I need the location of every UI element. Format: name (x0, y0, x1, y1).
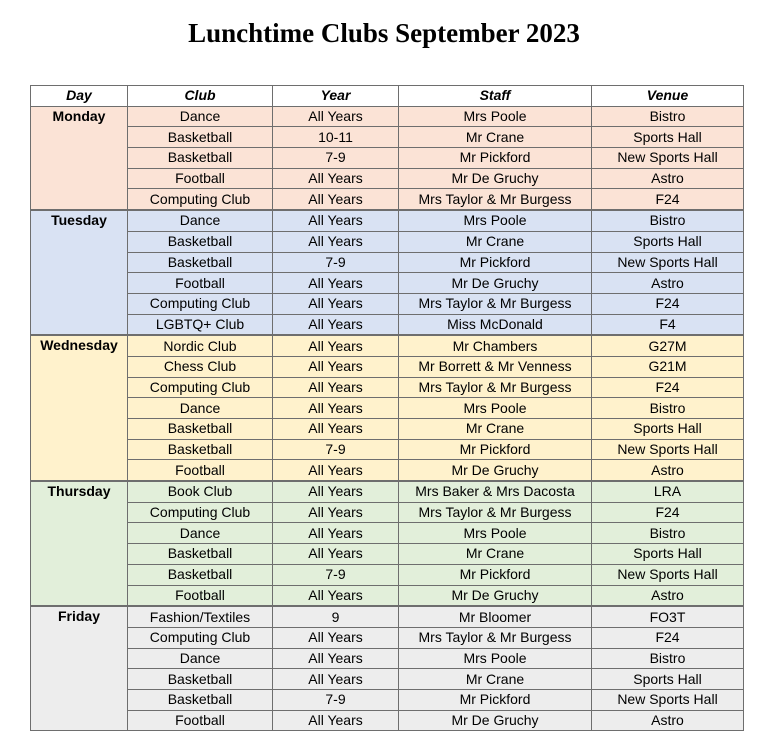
year-cell: All Years (273, 627, 399, 648)
venue-cell: New Sports Hall (592, 689, 744, 710)
club-cell: Chess Club (128, 356, 273, 377)
year-cell: 10-11 (273, 127, 399, 148)
club-cell: Dance (128, 523, 273, 544)
year-cell: All Years (273, 523, 399, 544)
year-cell: All Years (273, 210, 399, 231)
year-cell: All Years (273, 189, 399, 210)
club-cell: Dance (128, 648, 273, 669)
staff-cell: Mrs Poole (399, 648, 592, 669)
staff-cell: Mr Bloomer (399, 606, 592, 627)
table-row (31, 210, 744, 231)
day-cell: Tuesday (31, 210, 128, 335)
table-row (31, 689, 744, 710)
staff-cell: Mr De Gruchy (399, 168, 592, 189)
club-cell: Dance (128, 210, 273, 231)
venue-cell: FO3T (592, 606, 744, 627)
staff-cell: Mr Crane (399, 231, 592, 252)
table-row (31, 564, 744, 585)
venue-cell: F24 (592, 189, 744, 210)
club-cell: Basketball (128, 419, 273, 440)
day-cell: Friday (31, 606, 128, 731)
staff-cell: Mrs Poole (399, 210, 592, 231)
club-cell: Football (128, 710, 273, 731)
year-cell: All Years (273, 481, 399, 502)
staff-cell: Mrs Taylor & Mr Burgess (399, 502, 592, 523)
venue-cell: Sports Hall (592, 231, 744, 252)
venue-cell: New Sports Hall (592, 564, 744, 585)
venue-cell: F24 (592, 293, 744, 314)
club-cell: Computing Club (128, 502, 273, 523)
club-cell: Book Club (128, 481, 273, 502)
club-cell: Fashion/Textiles (128, 606, 273, 627)
year-cell: All Years (273, 585, 399, 606)
staff-cell: Mrs Baker & Mrs Dacosta (399, 481, 592, 502)
club-cell: Computing Club (128, 377, 273, 398)
venue-cell: F24 (592, 502, 744, 523)
table-row (31, 106, 744, 127)
staff-cell: Mr Crane (399, 127, 592, 148)
club-cell: Dance (128, 106, 273, 127)
staff-cell: Mr Chambers (399, 335, 592, 356)
year-cell: All Years (273, 669, 399, 690)
staff-cell: Mrs Poole (399, 398, 592, 419)
club-cell: Basketball (128, 231, 273, 252)
year-cell: All Years (273, 335, 399, 356)
staff-cell: Mrs Poole (399, 523, 592, 544)
club-cell: Computing Club (128, 627, 273, 648)
table-row (31, 252, 744, 273)
page-title: Lunchtime Clubs September 2023 (188, 18, 580, 48)
venue-cell: Bistro (592, 210, 744, 231)
club-cell: Computing Club (128, 189, 273, 210)
venue-cell: LRA (592, 481, 744, 502)
venue-cell: Bistro (592, 398, 744, 419)
venue-cell: Sports Hall (592, 544, 744, 565)
staff-cell: Mr Pickford (399, 439, 592, 460)
table-row (31, 419, 744, 440)
club-cell: Basketball (128, 669, 273, 690)
table-row (31, 523, 744, 544)
venue-cell: F4 (592, 314, 744, 335)
club-cell: Basketball (128, 564, 273, 585)
staff-cell: Mr Crane (399, 669, 592, 690)
table-row (31, 585, 744, 606)
table-row (31, 627, 744, 648)
table-row (31, 460, 744, 481)
table-row (31, 189, 744, 210)
venue-cell: Bistro (592, 106, 744, 127)
table-row (31, 439, 744, 460)
staff-cell: Mr Crane (399, 544, 592, 565)
table-row (31, 502, 744, 523)
year-cell: All Years (273, 273, 399, 294)
table-row (31, 293, 744, 314)
header-staff: Staff (399, 86, 592, 107)
staff-cell: Mr De Gruchy (399, 585, 592, 606)
venue-cell: Sports Hall (592, 669, 744, 690)
table-row (31, 168, 744, 189)
club-cell: Basketball (128, 252, 273, 273)
header-venue: Venue (592, 86, 744, 107)
venue-cell: Astro (592, 273, 744, 294)
staff-cell: Miss McDonald (399, 314, 592, 335)
day-cell: Wednesday (31, 335, 128, 481)
table-row (31, 356, 744, 377)
table-row (31, 544, 744, 565)
table-row (31, 148, 744, 169)
club-cell: Basketball (128, 148, 273, 169)
club-cell: Dance (128, 398, 273, 419)
year-cell: All Years (273, 106, 399, 127)
club-cell: Basketball (128, 689, 273, 710)
header-day: Day (31, 86, 128, 107)
year-cell: All Years (273, 544, 399, 565)
year-cell: 7-9 (273, 564, 399, 585)
table-row (31, 335, 744, 356)
staff-cell: Mrs Taylor & Mr Burgess (399, 377, 592, 398)
venue-cell: Bistro (592, 523, 744, 544)
year-cell: All Years (273, 231, 399, 252)
table-row (31, 648, 744, 669)
table-row (31, 127, 744, 148)
venue-cell: Sports Hall (592, 419, 744, 440)
club-cell: Football (128, 585, 273, 606)
year-cell: 9 (273, 606, 399, 627)
year-cell: 7-9 (273, 689, 399, 710)
table-row (31, 398, 744, 419)
venue-cell: Astro (592, 585, 744, 606)
year-cell: 7-9 (273, 148, 399, 169)
table-body (31, 106, 744, 731)
staff-cell: Mr Crane (399, 419, 592, 440)
year-cell: All Years (273, 377, 399, 398)
venue-cell: F24 (592, 627, 744, 648)
staff-cell: Mrs Taylor & Mr Burgess (399, 293, 592, 314)
venue-cell: F24 (592, 377, 744, 398)
staff-cell: Mr Borrett & Mr Venness (399, 356, 592, 377)
year-cell: All Years (273, 502, 399, 523)
staff-cell: Mr Pickford (399, 564, 592, 585)
staff-cell: Mrs Taylor & Mr Burgess (399, 189, 592, 210)
clubs-table (30, 85, 744, 731)
header-year: Year (273, 86, 399, 107)
table-row (31, 710, 744, 731)
staff-cell: Mr Pickford (399, 689, 592, 710)
year-cell: All Years (273, 460, 399, 481)
table-row (31, 481, 744, 502)
staff-cell: Mr Pickford (399, 148, 592, 169)
venue-cell: G21M (592, 356, 744, 377)
club-cell: Football (128, 168, 273, 189)
staff-cell: Mrs Poole (399, 106, 592, 127)
venue-cell: Sports Hall (592, 127, 744, 148)
table-row (31, 231, 744, 252)
year-cell: All Years (273, 314, 399, 335)
table-row (31, 669, 744, 690)
year-cell: All Years (273, 419, 399, 440)
table-row (31, 606, 744, 627)
venue-cell: New Sports Hall (592, 252, 744, 273)
staff-cell: Mr De Gruchy (399, 460, 592, 481)
staff-cell: Mr De Gruchy (399, 273, 592, 294)
table-header-row (31, 86, 744, 107)
venue-cell: Astro (592, 168, 744, 189)
staff-cell: Mr De Gruchy (399, 710, 592, 731)
table-row (31, 314, 744, 335)
year-cell: All Years (273, 398, 399, 419)
venue-cell: Astro (592, 460, 744, 481)
staff-cell: Mr Pickford (399, 252, 592, 273)
year-cell: All Years (273, 356, 399, 377)
club-cell: Basketball (128, 127, 273, 148)
venue-cell: Bistro (592, 648, 744, 669)
venue-cell: G27M (592, 335, 744, 356)
year-cell: All Years (273, 168, 399, 189)
day-cell: Monday (31, 106, 128, 210)
club-cell: Basketball (128, 544, 273, 565)
year-cell: 7-9 (273, 439, 399, 460)
table-row (31, 377, 744, 398)
venue-cell: New Sports Hall (592, 439, 744, 460)
year-cell: All Years (273, 648, 399, 669)
header-club: Club (128, 86, 273, 107)
table-row (31, 273, 744, 294)
year-cell: All Years (273, 293, 399, 314)
staff-cell: Mrs Taylor & Mr Burgess (399, 627, 592, 648)
club-cell: Basketball (128, 439, 273, 460)
club-cell: Computing Club (128, 293, 273, 314)
club-cell: LGBTQ+ Club (128, 314, 273, 335)
year-cell: All Years (273, 710, 399, 731)
club-cell: Football (128, 460, 273, 481)
year-cell: 7-9 (273, 252, 399, 273)
venue-cell: Astro (592, 710, 744, 731)
club-cell: Football (128, 273, 273, 294)
day-cell: Thursday (31, 481, 128, 606)
club-cell: Nordic Club (128, 335, 273, 356)
venue-cell: New Sports Hall (592, 148, 744, 169)
